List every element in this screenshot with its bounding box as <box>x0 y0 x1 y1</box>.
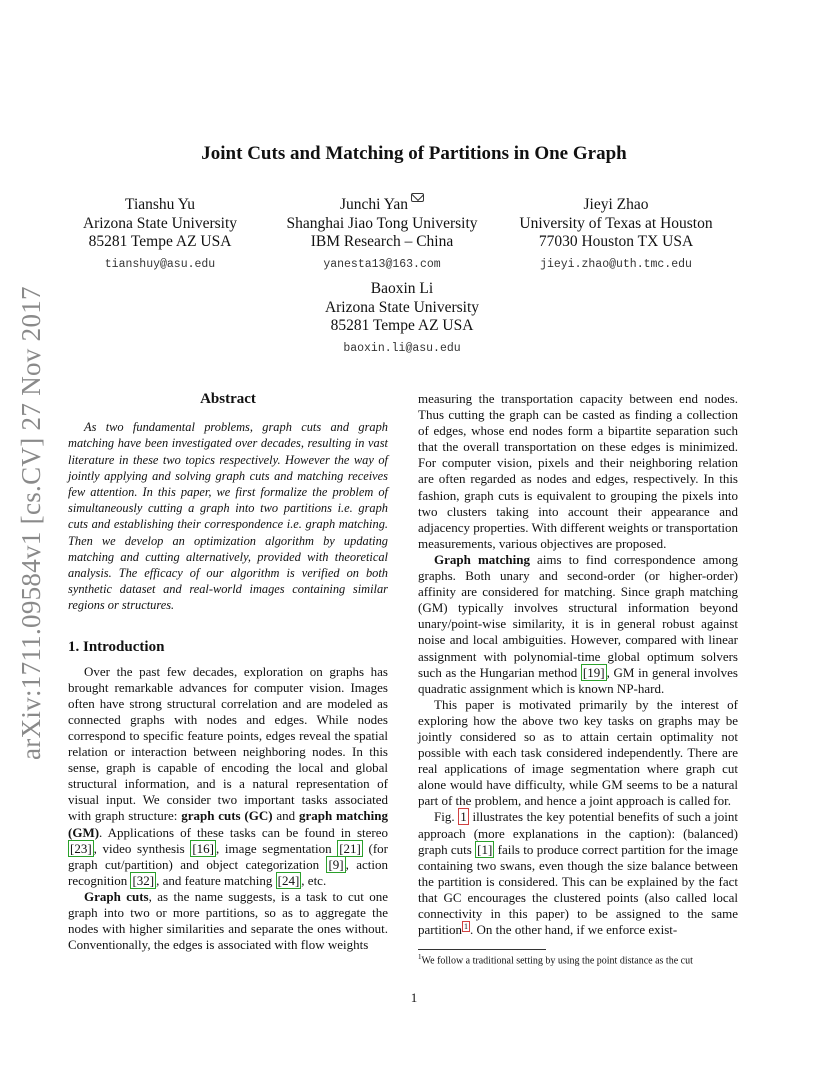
author-email: baoxin.li@asu.edu <box>343 341 461 355</box>
citation-link[interactable]: [32] <box>132 872 155 888</box>
author-name: Baoxin Li <box>370 280 434 297</box>
author-affiliation: University of Texas at Houston <box>519 214 713 232</box>
intro-paragraph-4: Graph matching aims to find correspondence among graphs. Both unary and second-order (or higher-order) affinity are considered for matching. Since graph matching (GM) typically involves structural information beyond unary/point-wise similarity, it is in general robust against noise and local ambiguities. However, compared with linear assignment with polynomial-time global optimum solvers such as the Hungarian method [19] , GM in general involves quadratic assignment which is known NP-hard. <box>418 551 739 696</box>
author-name: Junchi Yan <box>339 196 409 213</box>
figure-reference-link[interactable]: 1 <box>460 809 467 825</box>
author-block-1 <box>40 196 280 274</box>
author-email: tianshuy@asu.edu <box>104 257 216 271</box>
arxiv-identifier: arXiv:1711.09584v1 [cs.CV] 27 Nov 2017 <box>16 286 46 760</box>
author-email: yanesta13@163.com <box>323 257 441 271</box>
author-address: 77030 Houston TX USA <box>538 233 694 250</box>
citation-link[interactable]: [1] <box>477 841 493 857</box>
abstract-text: As two fundamental problems, graph cuts and graph matching have been investigated over decades, resulting in vast literature in these two topics respectively. However the way of jointly applying and solving graph cuts and matching receives few attention. In this paper, we first formalize the problem of simultaneously cutting a graph into two partitions i.e. graph cuts and establishing their correspondence i.e. graph matching. Then we develop an optimization algorithm by updating matching and cutting alternatively, provided with theoretical analysis. The efficacy of our algorithm is verified on both synthetic dataset and real-world images containing similar regions or structures. <box>68 420 388 613</box>
left-column <box>68 391 388 953</box>
author-name: Jieyi Zhao <box>583 196 649 213</box>
author-address: IBM Research – China <box>310 233 454 250</box>
author-email: jieyi.zhao@uth.tmc.edu <box>540 257 692 271</box>
author-block-2 <box>262 196 502 274</box>
footnote-reference-link[interactable]: 1 <box>464 921 469 931</box>
citation-link[interactable]: [21] <box>339 840 361 856</box>
paper-title: Joint Cuts and Matching of Partitions in One Graph <box>201 143 627 164</box>
intro-paragraph-6: Fig. 1 illustrates the key potential benefits of such a joint approach (more explanations in the caption): (balanced) graph cuts [1] fails to produce correct partition for the image containing two swans, even though the size balance between the partition is considered. This can be explained by the fact that GC encourages the clustered points (also called local connectivity in this paper) to be assigned to the same partition $^1$ . On the other hand, if we enforce exist- <box>418 809 738 938</box>
footnote <box>418 951 738 967</box>
section-heading-introduction: 1. Introduction <box>68 638 165 655</box>
footnote-text: We follow a traditional setting by using the point distance as the cut <box>421 955 693 967</box>
author-affiliation: Arizona State University <box>82 214 238 232</box>
author-name: Tianshu Yu <box>125 196 195 213</box>
footnote-mark: 1 <box>418 953 422 961</box>
author-affiliation: Shanghai Jiao Tong University <box>286 214 478 232</box>
intro-paragraph-3: measuring the transportation capacity between end nodes. Thus cutting the graph can be casted as finding a collection of edges, whose end nodes form a bipartite separation such that the overall transportation on these edges is minimized. For computer vision, pixels and their neighboring relation are often regarded as nodes and edges, respectively. In this fashion, graph cuts is equivalent to grouping the pixels into two clusters taking into account their appearance and adjacency properties. With different weights or transportation measurements, various objectives are proposed. <box>418 391 738 551</box>
citation-link[interactable]: [24] <box>277 872 300 888</box>
intro-paragraph-1: Over the past few decades, exploration on graphs has brought remarkable advances for computer vision. Images often have strong structural correlation and are modeled as connected graphs with nodes and edges. While nodes correspond to specific feature points, edges reveal the spatial relation or interaction between neighboring nodes. In this sense, graph is capable of encoding the local and global structural information, and is a natural representation of visual input. We consider two important tasks associated with graph structure: graph cuts (GC) and graph matching (GM). Applications of these tasks can be found in stereo [23] , video synthesis [16] , image segmentation [21] (for graph cut/partition) and object categorization [9] , action recognition [32] , and feature matching [24] , etc. <box>68 663 389 888</box>
citation-link[interactable]: [9] <box>328 856 344 872</box>
abstract-heading: Abstract <box>200 391 256 407</box>
author-block-3 <box>496 196 736 274</box>
author-affiliation: Arizona State University <box>324 298 480 316</box>
page-number: 1 <box>410 990 418 1005</box>
author-block-4 <box>282 280 522 358</box>
author-address: 85281 Tempe AZ USA <box>330 317 474 334</box>
intro-paragraph-2: Graph cuts, as the name suggests, is a task to cut one graph into two or more partitions, so as to aggregate the nodes with higher similarities and separate the ones without. Conventionally, the edges is associated with flow weights <box>68 888 388 953</box>
citation-link[interactable]: [19] <box>582 664 605 680</box>
envelope-icon <box>411 193 424 202</box>
citation-link[interactable]: [16] <box>192 840 215 856</box>
footnote-divider <box>418 949 546 950</box>
author-address: 85281 Tempe AZ USA <box>88 233 232 250</box>
intro-paragraph-5: This paper is motivated primarily by the interest of exploring how the above two key tasks on graphs may be jointly considered so as to attain certain optimality not possible with each task considered independently. There are real applications of image segmentation where graph cut alone would have difficulty, while GM seems to be a natural part of the problem, and hence a joint approach is called for. <box>418 696 738 809</box>
right-column <box>418 391 738 938</box>
citation-link[interactable]: [23] <box>70 840 92 856</box>
